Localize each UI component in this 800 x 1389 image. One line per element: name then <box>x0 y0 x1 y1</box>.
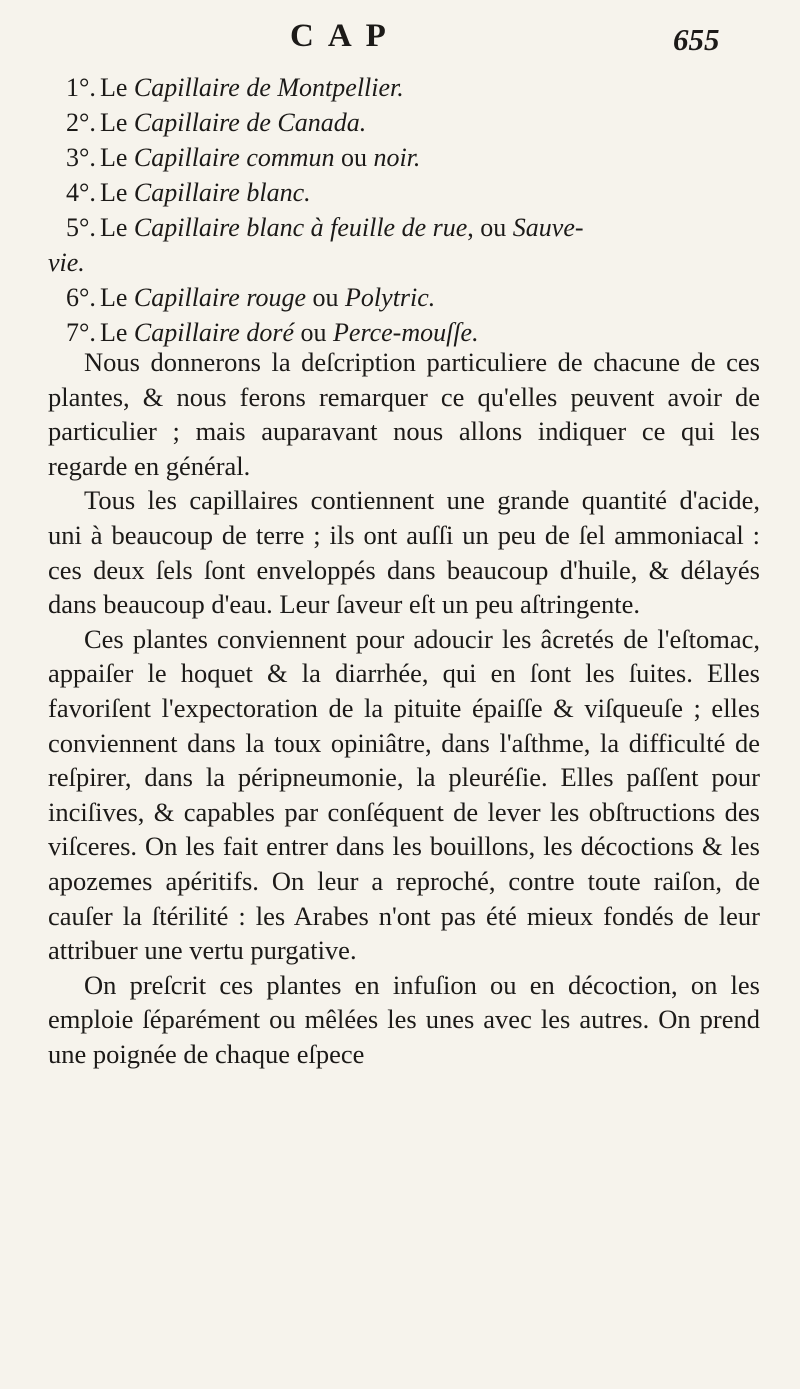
list-item: 3°. Le Capillaire commun ou noir. <box>66 143 421 172</box>
running-head-word: CAP <box>290 18 400 54</box>
list-item: 5°. Le Capillaire blanc à feuille de rue, ou Sauve- vie. <box>48 213 584 277</box>
body-text <box>48 345 760 1071</box>
list-item: 1°. Le Capillaire de Montpellier. <box>66 73 404 102</box>
paragraph: On preſcrit ces plantes en infuſion ou en décoction, on les emploie ſéparément ou mêlées les unes avec les autres. On prend une poignée de chaque eſpece <box>48 969 760 1069</box>
paragraph: Nous donnerons la deſcription particuliere de chacune de ces plantes, & nous ferons remarquer ce qu'elles peuvent avoir de particulier ; mais auparavant nous allons indiquer ce qui les regarde en général. <box>48 347 760 481</box>
capillaire-list <box>48 70 768 350</box>
page-number: 655 <box>673 22 720 57</box>
paragraph: Ces plantes conviennent pour adoucir les âcretés de l'eſtomac, appaiſer le hoquet & la diarrhée, qui en ſont les ſuites. Elles favoriſent l'expectoration de la pituite épaiſſe & viſqueuſe ; elles conviennent dans la toux opiniâtre, dans l'aſthme, la difficulté de reſpirer, dans la péripneumonie, la pleuréſie. Elles paſſent pour inciſives, & capables par conſéquent de lever les obſtructions des viſceres. On les fait entrer dans les bouillons, les décoctions & les apozemes apéritifs. On leur a reproché, contre toute raiſon, de cauſer la ſtérilité : les Arabes n'ont pas été mieux fondés de leur attribuer une vertu purgative. <box>48 623 760 966</box>
list-item: 7°. Le Capillaire doré ou Perce-mouſſe. <box>66 318 479 347</box>
list-item: 6°. Le Capillaire rouge ou Polytric. <box>66 283 436 312</box>
list-item: 2°. Le Capillaire de Canada. <box>66 108 367 137</box>
running-head <box>0 18 800 68</box>
list-item: 4°. Le Capillaire blanc. <box>66 178 311 207</box>
paragraph: Tous les capillaires contiennent une grande quantité d'acide, uni à beaucoup de terre ; ils ont auſſi un peu de ſel ammoniacal : ces deux ſels ſont enveloppés dans beaucoup d'huile, & délayés dans beaucoup d'eau. Leur ſaveur eſt un peu aſtringente. <box>48 485 760 620</box>
